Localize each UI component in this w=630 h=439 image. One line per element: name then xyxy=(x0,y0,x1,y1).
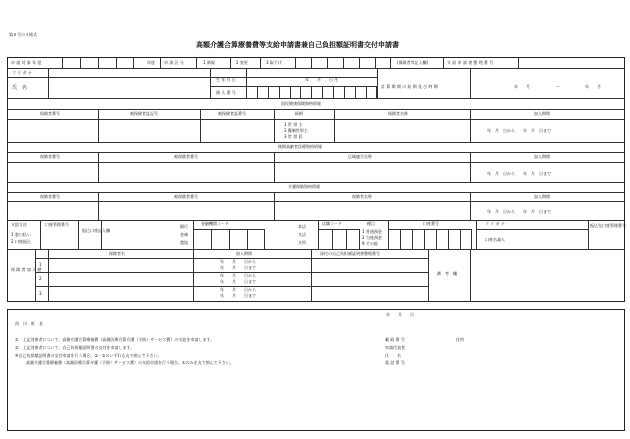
history-h-cert-no: 添付の自己負担額証明書整理番号 xyxy=(320,251,380,256)
period-sep: 〜 xyxy=(556,84,560,89)
kokuho-rel-2[interactable]: 2 擬制世帯主 xyxy=(284,128,308,133)
history-row-2-no: 2 xyxy=(39,276,42,281)
field-phone-label: 電 話 番 号 xyxy=(385,360,405,365)
kokuho-h-card-number: 被保険者証番号 xyxy=(218,111,246,116)
kaigo-section-title: 介護保険資格情報 xyxy=(288,184,320,189)
history-row-1-from[interactable]: 年 月 日から xyxy=(220,259,256,264)
history-row-2-to[interactable]: 年 月 日まで xyxy=(220,279,256,284)
history-row-2-from[interactable]: 年 月 日から xyxy=(220,273,256,278)
koza-bango-label: 口座管理番号 xyxy=(45,222,69,227)
kouki-h-period: 加入期間 xyxy=(534,154,550,159)
history-row-1-no: 1 xyxy=(39,262,42,267)
insurer-entry-label: (保険者等記入欄) xyxy=(397,60,429,65)
kubun-option-withdraw[interactable]: 3 取下げ xyxy=(266,60,282,65)
kaigo-h-period: 加入期間 xyxy=(534,194,550,199)
bank-furigana-label: フ リ ガ ナ xyxy=(485,221,505,226)
history-row-1-to[interactable]: 年 月 日まで xyxy=(220,265,256,270)
bank-shiten[interactable]: 支店 xyxy=(298,232,306,237)
shumoku-toza[interactable]: 2 当座預金 xyxy=(362,235,382,240)
kojin-number-boxes[interactable] xyxy=(246,86,377,98)
form-title: 高額介護合算療養費等支給申請書兼自己負担額証明書交付申請書 xyxy=(196,41,399,49)
kubun-label: 申 請 区 分 xyxy=(164,60,184,65)
field-representative-label: 申請代表者 xyxy=(385,345,405,350)
year-label: 申 請 対 象 年 度 xyxy=(11,60,42,65)
field-address-label: 住所 xyxy=(456,337,464,342)
bank-method-window[interactable]: 1 窓口払い xyxy=(11,232,31,237)
year-input-boxes[interactable] xyxy=(62,57,134,68)
kojin-label: 個 人 番 号 xyxy=(216,90,236,95)
tenpo-code-label: 店舗コード xyxy=(322,221,342,226)
kouki-section-title: 後期高齢者医療資格情報 xyxy=(278,144,322,149)
history-row-3-no: 3 xyxy=(39,291,42,296)
history-h-period: 加入期間 xyxy=(236,251,252,256)
form-number: 第８号の５様式 xyxy=(9,32,37,37)
history-row-3-to[interactable]: 年 月 日まで xyxy=(220,293,256,298)
bank-honten[interactable]: 本店 xyxy=(298,224,306,229)
field-renzoku-label: 載 続 番 号 xyxy=(385,337,405,342)
bottom-date[interactable]: 年 月 日 xyxy=(386,312,414,317)
birth-label: 生 年 月 日 xyxy=(216,77,236,82)
period-label: 計 算 期 間 の 始 期 及 び 終 期 xyxy=(381,84,438,89)
name-label: 氏 名 xyxy=(12,85,28,91)
tenpo-code-boxes[interactable] xyxy=(318,229,360,249)
kouki-period-value[interactable]: 年 月 日から 年 月 日まで xyxy=(487,171,551,176)
kaigo-period-value[interactable]: 年 月 日から 年 月 日まで xyxy=(487,209,551,214)
name-field[interactable] xyxy=(48,68,210,98)
kokuho-h-relation: 続柄 xyxy=(295,111,303,116)
kokuho-rel-3[interactable]: 3 世 帯 員 xyxy=(284,134,303,139)
bank-shisho[interactable]: 支所 xyxy=(298,240,306,245)
kaigo-h-insured-no: 被保険者番号 xyxy=(174,194,198,199)
declaration-line-3: ※自己負担額証明書の交付申請を行う場合、①・②のいずれも丸で囲んで下さい。 xyxy=(15,353,162,358)
kouki-h-insurer-no: 保険者番号 xyxy=(40,154,60,159)
kokuho-h-insurer-no: 保険者番号 xyxy=(40,111,60,116)
addressee: 西 川 町 長 xyxy=(15,321,43,326)
shumoku-label: 種目 xyxy=(367,221,375,226)
history-row-3-from[interactable]: 年 月 日から xyxy=(220,287,256,292)
history-h-remarks: 備 考 欄 xyxy=(437,271,457,276)
kubun-option-change[interactable]: 2 変更 xyxy=(236,60,248,65)
bank-nokyo[interactable]: 農協 xyxy=(180,240,188,245)
bottom-declaration-box xyxy=(7,309,625,431)
shumoku-futsu[interactable]: 1 普通預金 xyxy=(362,229,382,234)
meigi-label: 口座名義人 xyxy=(485,237,505,242)
kaiin-right-label: 振込先口座管理番号 xyxy=(590,223,626,228)
field-name-label: 氏 名 xyxy=(385,353,401,358)
kubun-option-new[interactable]: 1 新規 xyxy=(203,60,215,65)
kokuho-h-insurer-name: 保険者名称 xyxy=(388,111,408,116)
kikan-code-boxes[interactable] xyxy=(193,229,265,249)
declaration-line-1[interactable]: ① 上記対象者について、高額介護合算療養費（高額医療合算介護（予防）サービス費）の支給を申請します。 xyxy=(15,337,215,342)
bank-method-label: 支給方法 xyxy=(11,222,27,227)
furigana-label: フ リ ガ ナ xyxy=(12,70,32,75)
birth-value[interactable]: 年 月 日 生 xyxy=(305,77,339,82)
kaigo-h-insurer-name: 保険者名称 xyxy=(352,194,372,199)
nendo-label: 年度 xyxy=(147,60,155,65)
furikomi-label: 振込口座記入欄 xyxy=(82,228,110,233)
kaigo-h-insurer-no: 保険者番号 xyxy=(40,194,60,199)
seiri-label: 支 給 申 請 書 整 理 番 号 xyxy=(447,60,494,65)
history-label: 保 険 者 加 入 歴 xyxy=(11,267,42,272)
koza-no-boxes[interactable] xyxy=(388,229,472,249)
kokuho-h-card-symbol: 被保険者証記号 xyxy=(130,111,158,116)
kokuho-h-period: 加入期間 xyxy=(534,111,550,116)
kikan-code-label: 金融機関コード xyxy=(201,221,229,226)
insurer-code-boxes[interactable] xyxy=(295,57,391,68)
kokuho-rel-1[interactable]: 1 世 帯 主 xyxy=(284,122,303,127)
bank-method-transfer[interactable]: 2 口座振込 xyxy=(11,239,31,244)
kouki-h-insured-no: 被保険者番号 xyxy=(174,154,198,159)
koza-no-label: 口座番号 xyxy=(423,221,439,226)
declaration-line-4: 高額介護合算療養費（高額医療合算介護（予防）サービス費）の支給申請を行う場合、①のみを丸で囲んで下さい。 xyxy=(26,360,234,365)
declaration-line-2[interactable]: ② 上記対象者について、自己負担額証明書の交付を申請します。 xyxy=(15,345,135,350)
period-to[interactable]: 年 月 xyxy=(585,84,601,89)
period-from[interactable]: 年 月 xyxy=(514,84,530,89)
bank-kinko[interactable]: 金庫 xyxy=(180,232,188,237)
kokuho-period-value[interactable]: 年 月 日から 年 月 日まで xyxy=(487,128,551,133)
shumoku-other[interactable]: 9 その他 xyxy=(362,241,378,246)
history-h-insurer: 保険者名 xyxy=(109,251,125,256)
kouki-h-union-name: 広域連合名称 xyxy=(348,154,372,159)
bank-ginko[interactable]: 銀行 xyxy=(180,224,188,229)
kokuho-section-title: 国民健康保険資格情報 xyxy=(281,101,321,106)
